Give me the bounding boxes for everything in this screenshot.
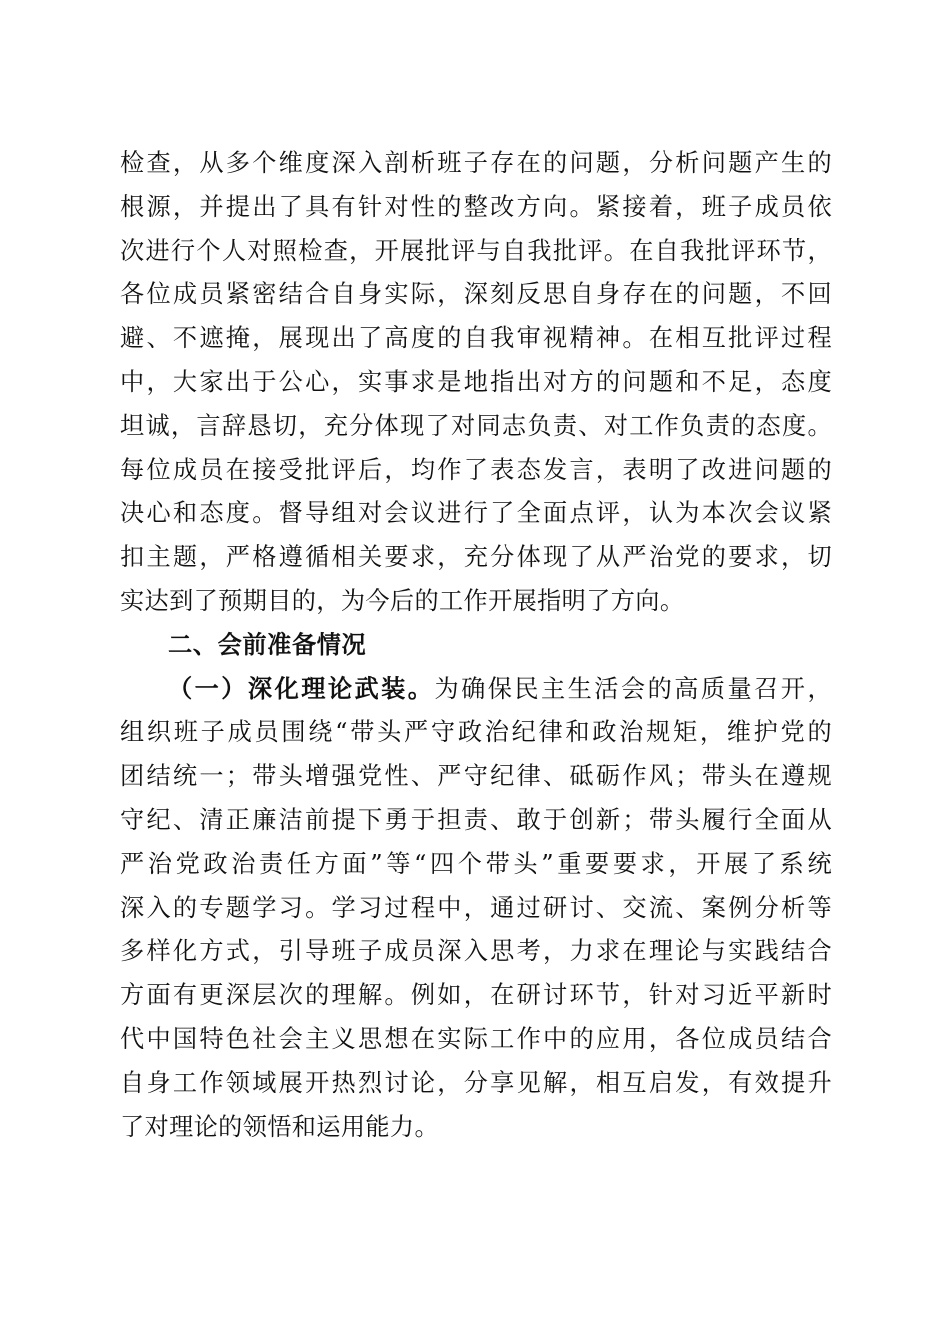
text-line: 实达到了预期目的，为今后的工作开展指明了方向。 (120, 586, 685, 615)
subsection-lead: （一）深化理论武装。 (168, 674, 435, 703)
text-line: 根源，并提出了具有针对性的整改方向。紧接着，班子成员依 (120, 192, 832, 221)
text-line: 守纪、清正廉洁前提下勇于担责、敢于创新；带头履行全面从 (120, 805, 832, 834)
text-line: 方面有更深层次的理解。例如，在研讨环节，针对习近平新时 (120, 981, 832, 1010)
text-line: 各位成员紧密结合自身实际，深刻反思自身存在的问题，不回 (120, 280, 832, 309)
text-line: 扣主题，严格遵循相关要求，充分体现了从严治党的要求，切 (120, 543, 832, 572)
text-line: 坦诚，言辞恳切，充分体现了对同志负责、对工作负责的态度。 (120, 411, 832, 440)
text-line: 深入的专题学习。学习过程中，通过研讨、交流、案例分析等 (120, 893, 832, 922)
text-line: 次进行个人对照检查，开展批评与自我批评。在自我批评环节， (120, 236, 832, 265)
text-line-first (120, 668, 832, 712)
text-line: 决心和态度。督导组对会议进行了全面点评，认为本次会议紧 (120, 499, 832, 528)
text-line: 团结统一；带头增强党性、严守纪律、砥砺作风；带头在遵规 (120, 762, 832, 791)
text-line: 检查，从多个维度深入剖析班子存在的问题，分析问题产生的 (120, 149, 832, 177)
document-body (120, 142, 832, 1149)
text-line: 组织班子成员围绕“带头严守政治纪律和政治规矩，维护党的 (120, 718, 832, 747)
text-line: 了对理论的领悟和运用能力。 (120, 1112, 439, 1141)
text-line: 每位成员在接受批评后，均作了表态发言，表明了改进问题的 (120, 455, 832, 484)
paragraph-theory-study (120, 668, 832, 1150)
section-heading: 二、会前准备情况 (168, 630, 367, 659)
text-line: 严治党政治责任方面”等“四个带头”重要要求，开展了系统 (120, 849, 832, 878)
paragraph-meeting-review (120, 142, 832, 624)
text-line: 自身工作领域展开热烈讨论，分享见解，相互启发，有效提升 (120, 1068, 832, 1097)
text-line: 代中国特色社会主义思想在实际工作中的应用，各位成员结合 (120, 1024, 832, 1053)
text-line: 多样化方式，引导班子成员深入思考，力求在理论与实践结合 (120, 937, 832, 966)
text-line: 避、不遮掩，展现出了高度的自我审视精神。在相互批评过程 (120, 324, 832, 353)
text-line: 中，大家出于公心，实事求是地指出对方的问题和不足，态度 (120, 367, 832, 396)
text-line-rest: 为确保民主生活会的高质量召开， (434, 674, 832, 703)
